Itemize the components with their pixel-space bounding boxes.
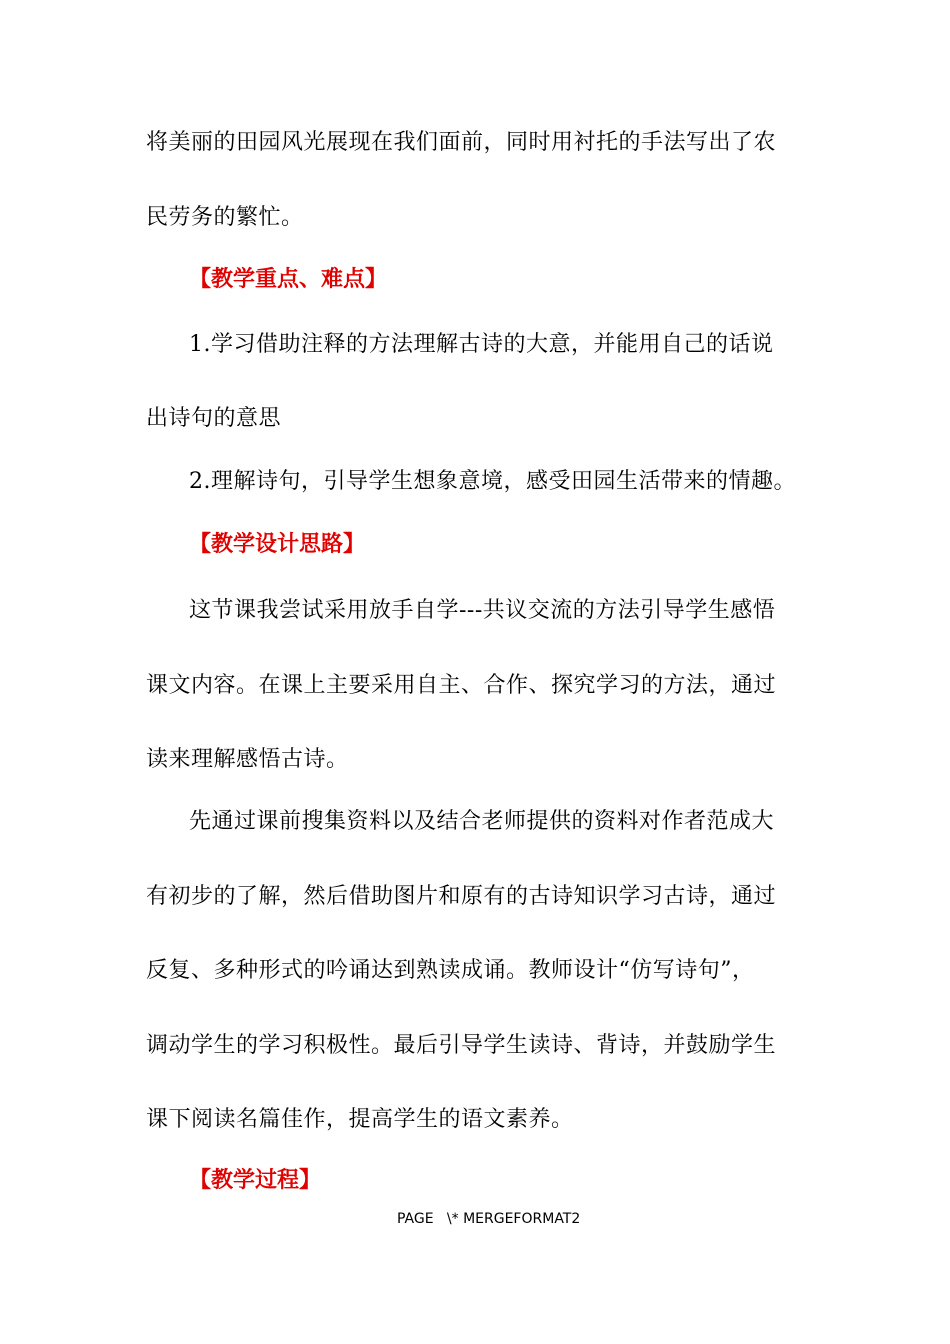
design-para-2-line-1: 先通过课前搜集资料以及结合老师提供的资料对作者范成大 [189, 809, 775, 834]
process-heading: 【教学过程】 [189, 1168, 322, 1193]
design-para-1-line-3: 读来理解感悟古诗。 [146, 747, 349, 772]
design-para-2-line-5: 课下阅读名篇佳作，提高学生的语文素养。 [146, 1107, 574, 1132]
key-point-1-line-1: 1.学习借助注释的方法理解古诗的大意，并能用自己的话说 [189, 332, 774, 357]
design-heading: 【教学设计思路】 [189, 532, 366, 557]
key-points-heading: 【教学重点、难点】 [189, 267, 388, 292]
design-para-2-line-3: 反复、多种形式的吟诵达到熟读成诵。教师设计“仿写诗句”， [146, 958, 755, 983]
design-para-2-line-2: 有初步的了解，然后借助图片和原有的古诗知识学习古诗，通过 [146, 884, 777, 909]
key-point-2: 2.理解诗句，引导学生想象意境，感受田园生活带来的情趣。 [189, 469, 796, 494]
design-para-1-line-1: 这节课我尝试采用放手自学---共议交流的方法引导学生感悟 [189, 598, 776, 623]
intro-line-1: 将美丽的田园风光展现在我们面前，同时用衬托的手法写出了农 [146, 130, 777, 155]
page-footer: PAGE \* MERGEFORMAT2 [397, 1211, 581, 1227]
key-point-1-line-2: 出诗句的意思 [146, 406, 282, 431]
design-para-1-line-2: 课文内容。在课上主要采用自主、合作、探究学习的方法，通过 [146, 673, 777, 698]
design-para-2-line-4: 调动学生的学习积极性。最后引导学生读诗、背诗，并鼓励学生 [146, 1033, 777, 1058]
intro-line-2: 民劳务的繁忙。 [146, 205, 304, 230]
